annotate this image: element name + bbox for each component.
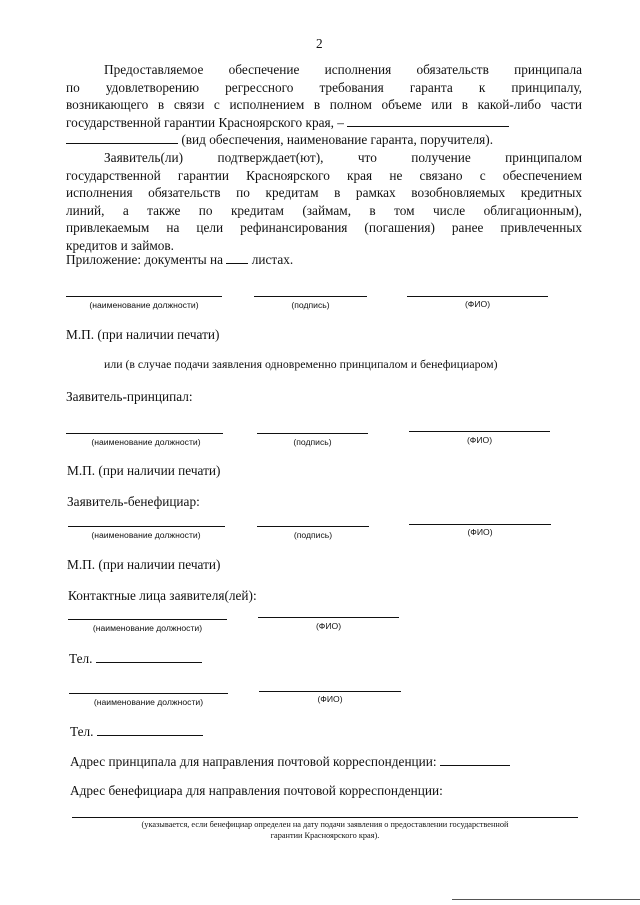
signature-line: [68, 619, 227, 620]
paragraph-line: Заявитель(ли) подтверждает(ют), что получение принципалом: [104, 150, 582, 165]
signature-line: [257, 433, 368, 434]
signature-line: [259, 691, 401, 692]
position-caption: (наименование должности): [91, 437, 201, 447]
blank-field: [226, 263, 248, 264]
signature-line: [66, 433, 223, 434]
paragraph-line: государственной гарантии Красноярского края, –: [66, 114, 582, 132]
signature-line: [407, 296, 548, 297]
signature-caption: (подпись): [293, 530, 333, 540]
confirmation-paragraph: [66, 149, 582, 254]
fio-caption: (ФИО): [464, 299, 491, 309]
alt-note: или (в случае подачи заявления одновременно принципалом и бенефициаром): [104, 357, 498, 371]
page-number: 2: [316, 36, 323, 51]
footnote: [72, 819, 578, 841]
paragraph-line: Предоставляемое обеспечение исполнения обязательств принципала: [104, 62, 582, 77]
blank-field: [440, 765, 510, 766]
seal-note: М.П. (при наличии печати): [67, 463, 221, 478]
seal-note: М.П. (при наличии печати): [67, 557, 221, 572]
page-edge-line: [452, 899, 640, 900]
footnote-line: гарантии Красноярского края).: [270, 831, 380, 840]
signature-caption: (подпись): [291, 300, 330, 310]
signature-line: [409, 524, 551, 525]
paragraph-line: исполнения обязательств по кредитам в рамках возобновляемых кредитных: [66, 185, 582, 200]
signature-line: [254, 296, 367, 297]
signature-caption: (подпись): [293, 437, 332, 447]
blank-field: [97, 735, 203, 736]
paragraph-line: привлекаемым на цели рефинансирования (погашения) ранее привлеченных: [66, 220, 582, 235]
applicant-principal-label: Заявитель-принципал:: [66, 389, 193, 404]
signature-line: [257, 526, 369, 527]
paragraph-line: государственной гарантии Красноярского края не связано с обеспечением: [66, 167, 582, 183]
fio-caption: (ФИО): [466, 435, 493, 445]
attachment-line: Приложение: документы на листах.: [66, 252, 294, 267]
fio-caption: (ФИО): [315, 621, 342, 631]
blank-field: [347, 126, 509, 127]
address-line: [72, 817, 578, 818]
guarantee-paragraph: [66, 61, 582, 149]
phone-line: Тел.: [69, 651, 202, 667]
signature-line: [69, 693, 228, 694]
fio-caption: (ФИО): [317, 694, 343, 704]
footnote-line: (указывается, если бенефициар определен на дату подачи заявления о предоставлении государственной: [141, 820, 509, 829]
seal-note: М.П. (при наличии печати): [66, 327, 220, 342]
address-beneficiary-label: Адрес бенефициара для направления почтовой корреспонденции:: [70, 783, 443, 798]
signature-line: [68, 526, 225, 527]
paragraph-line: (вид обеспечения, наименование гаранта, поручителя).: [66, 131, 582, 149]
position-caption: (наименование должности): [89, 300, 199, 310]
signature-line: [258, 617, 399, 618]
paragraph-line: линий, а также по кредитам (займам, в том числе облигационным),: [66, 202, 582, 218]
position-caption: (наименование должности): [93, 697, 204, 707]
paragraph-line: возникающего в связи с исполнением в полном объеме или в какой-либо части: [66, 97, 582, 112]
blank-field: [66, 143, 178, 144]
address-principal-line: Адрес принципала для направления почтовой корреспонденции:: [70, 754, 510, 770]
signature-line: [409, 431, 550, 432]
paragraph-line: кредитов и займов.: [66, 237, 174, 253]
blank-field: [96, 662, 202, 663]
position-caption: (наименование должности): [92, 623, 203, 633]
phone-line: Тел.: [70, 724, 203, 740]
paragraph-line: по удовлетворению регрессного требования гаранта к принципалу,: [66, 79, 582, 95]
applicant-beneficiary-label: Заявитель-бенефициар:: [67, 494, 200, 509]
fio-caption: (ФИО): [467, 527, 493, 537]
position-caption: (наименование должности): [91, 530, 201, 540]
contacts-title: Контактные лица заявителя(лей):: [68, 588, 257, 603]
signature-line: [66, 296, 222, 297]
